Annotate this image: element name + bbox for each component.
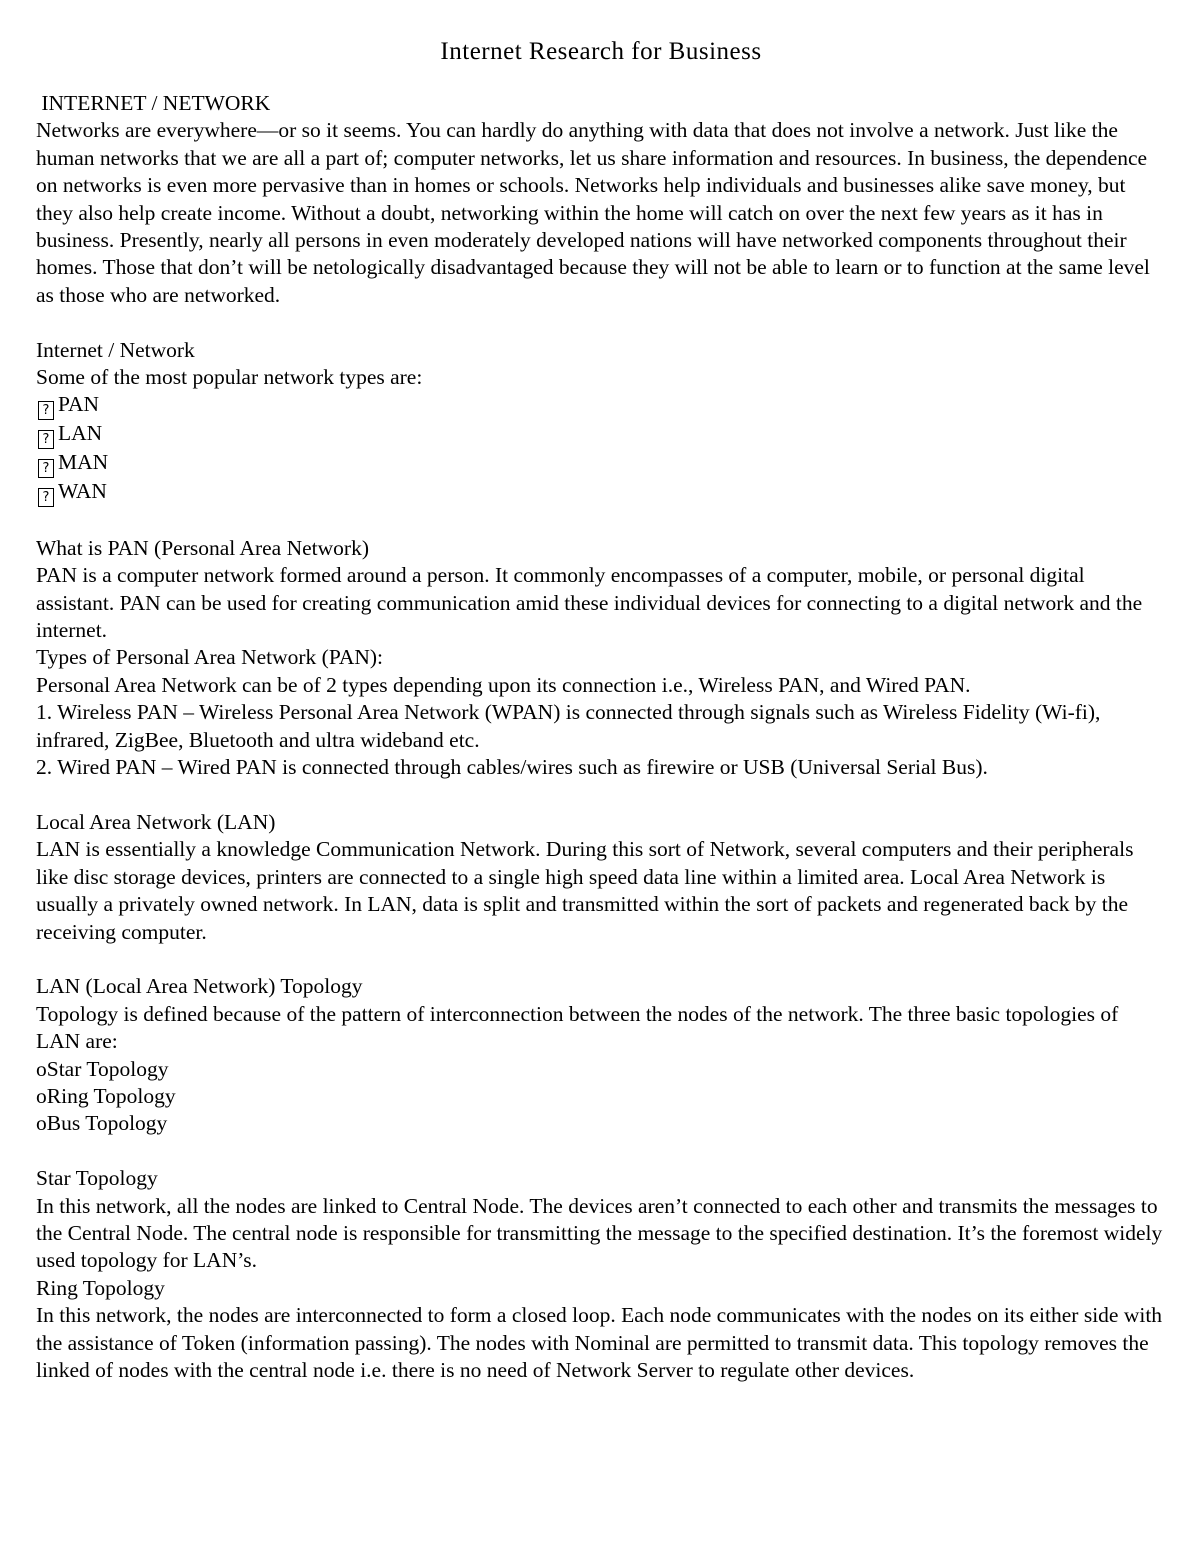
list-item: [36, 449, 1166, 478]
star-paragraph: In this network, all the nodes are linked to Central Node. The devices aren’t connected to each other and transmits the messages to the Central Node. The central node is responsible for transmitting the message to the specified destination. It’s the foremost widely used topology for LAN’s.: [36, 1193, 1163, 1273]
missing-glyph-icon: ?: [38, 430, 54, 449]
lan-heading: Local Area Network (LAN): [36, 809, 276, 834]
list-item: [36, 478, 1166, 507]
list-item: [36, 420, 1166, 449]
spacer: [36, 1138, 1166, 1165]
ring-paragraph: In this network, the nodes are interconnected to form a closed loop. Each node communicates with the nodes on its either side with the assistance of Token (information passing). The nodes with Nominal are permitted to transmit data. This topology removes the linked of nodes with the central node i.e. there is no need of Network Server to regulate other devices.: [36, 1303, 1163, 1382]
intro-paragraph: Networks are everywhere—or so it seems. You can hardly do anything with data that does not involve a network. Just like the human networks that we are all a part of; computer networks, let us share information and resources. In business, the dependence on networks is even more pervasive than in homes or schools. Networks help individuals and businesses alike save money, but they also help create income. Without a doubt, networking within the home will catch on over the next few years as it has in business. Presently, nearly all persons in even moderately developed nations will have networked components throughout their homes. Those that don’t will be netologically disadvantaged because they will not be able to learn or to function at the same level as those who are networked.: [36, 118, 1150, 307]
network-type-label: WAN: [58, 479, 107, 504]
intro-heading: INTERNET / NETWORK: [36, 91, 271, 115]
types-heading: Internet / Network: [36, 337, 195, 362]
network-type-label: LAN: [58, 421, 103, 446]
missing-glyph-icon: ?: [38, 459, 54, 478]
star-heading: Star Topology: [36, 1166, 158, 1191]
topology-heading: LAN (Local Area Network) Topology: [36, 974, 363, 999]
list-item: [36, 391, 1166, 420]
topology-item: oStar Topology: [36, 1056, 169, 1081]
network-type-label: PAN: [58, 392, 100, 417]
ring-heading: Ring Topology: [36, 1275, 165, 1300]
pan-heading: What is PAN (Personal Area Network): [36, 535, 369, 560]
document-body: [36, 90, 1166, 1384]
pan-paragraph: PAN is a computer network formed around a person. It commonly encompasses of a computer, mobile, or personal digital assistant. PAN can be used for creating communication amid these individual devices for connecting to a digital network and the internet.: [36, 563, 1143, 643]
pan-type-wireless: 1. Wireless PAN – Wireless Personal Area Network (WPAN) is connected through signals such as Wireless Fidelity (Wi-fi), infrared, ZigBee, Bluetooth and ultra wideband etc.: [36, 700, 1101, 752]
document-page: [36, 36, 1166, 1384]
topology-item: oBus Topology: [36, 1111, 168, 1136]
spacer: [36, 507, 1166, 534]
pan-type-wired: 2. Wired PAN – Wired PAN is connected through cables/wires such as firewire or USB (Universal Serial Bus).: [36, 755, 988, 780]
spacer: [36, 946, 1166, 973]
spacer: [36, 782, 1166, 809]
spacer: [36, 309, 1166, 336]
pan-types-intro: Personal Area Network can be of 2 types depending upon its connection i.e., Wireless PAN, and Wired PAN.: [36, 672, 971, 697]
network-type-label: MAN: [58, 450, 109, 475]
missing-glyph-icon: ?: [38, 488, 54, 507]
topology-paragraph: Topology is defined because of the pattern of interconnection between the nodes of the network. The three basic topologies of LAN are:: [36, 1001, 1119, 1054]
pan-types-heading: Types of Personal Area Network (PAN):: [36, 645, 384, 670]
topology-item: oRing Topology: [36, 1083, 176, 1108]
document-title: Internet Research for Business: [440, 38, 762, 65]
missing-glyph-icon: ?: [38, 401, 54, 420]
types-intro: Some of the most popular network types are:: [36, 365, 423, 390]
lan-paragraph: LAN is essentially a knowledge Communication Network. During this sort of Network, several computers and their peripherals like disc storage devices, printers are connected to a single high speed data line within a limited area. Local Area Network is usually a privately owned network. In LAN, data is split and transmitted within the sort of packets and regenerated back by the receiving computer.: [36, 837, 1134, 944]
